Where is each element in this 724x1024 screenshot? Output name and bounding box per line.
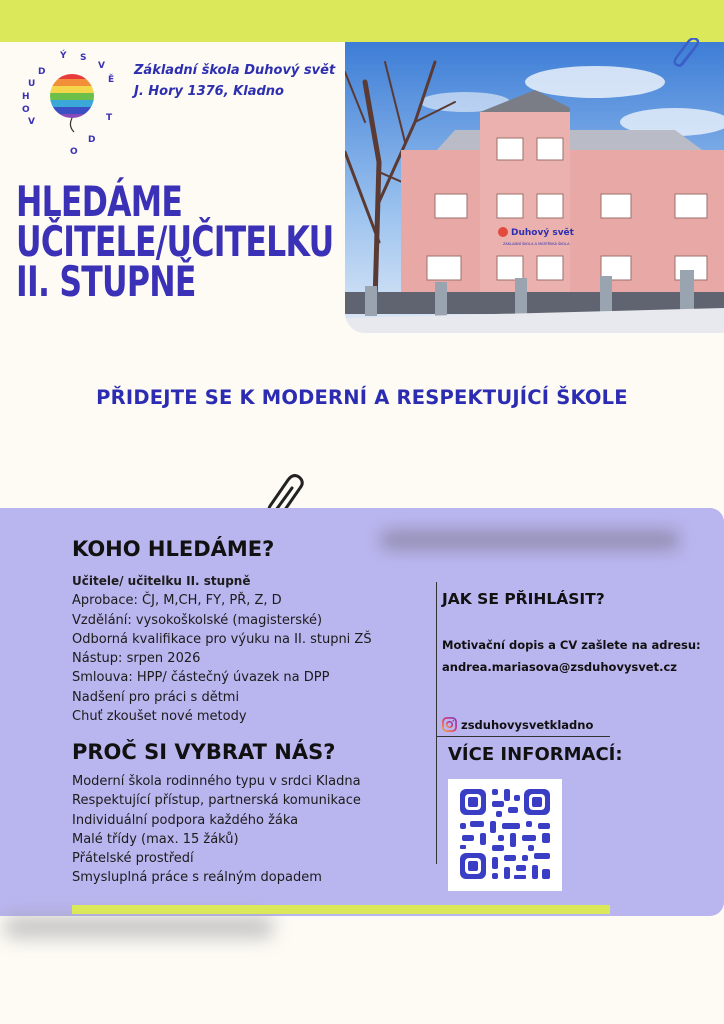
building-sign-sub: ZÁKLADNÍ ŠKOLA A MATEŘSKÁ ŠKOLA xyxy=(503,242,570,246)
instagram-handle: zsduhovysvetkladno xyxy=(461,717,594,732)
school-logo xyxy=(14,46,126,158)
divider xyxy=(436,736,610,737)
svg-text:T: T xyxy=(106,113,113,123)
building-sign: Duhový svět xyxy=(511,228,574,238)
top-accent-bar xyxy=(0,0,724,42)
svg-text:V: V xyxy=(98,61,105,71)
list-item: Individuální podpora každého žáka xyxy=(72,812,299,828)
list-item: Smlouva: HPP/ částečný úvazek na DPP xyxy=(72,670,330,686)
svg-text:Ě: Ě xyxy=(108,75,115,85)
svg-text:O: O xyxy=(70,147,78,157)
list-item: Smysluplná práce s reálným dopadem xyxy=(72,870,322,886)
svg-text:Ý: Ý xyxy=(60,51,67,61)
why-title: PROČ SI VYBRAT NÁS? xyxy=(72,740,336,764)
who-title: KOHO HLEDÁME? xyxy=(72,537,275,561)
list-item: Odborná kvalifikace pro výuku na II. stupni ZŠ xyxy=(72,631,372,647)
list-item: Chuť zkoušet nové metody xyxy=(72,709,247,725)
svg-text:U: U xyxy=(28,79,36,89)
list-item: Respektující přístup, partnerská komunikace xyxy=(72,793,361,809)
decorative-shadow xyxy=(4,916,274,938)
school-name-line: Základní škola Duhový svět xyxy=(134,63,336,78)
school-name xyxy=(134,60,335,102)
email-link[interactable]: andrea.mariasova@zsduhovysvet.cz xyxy=(442,660,677,674)
apply-text: Motivační dopis a CV zašlete na adresu: xyxy=(442,638,701,652)
subheadline: PŘIDEJTE SE K MODERNÍ A RESPEKTUJÍCÍ ŠKOLE xyxy=(96,386,628,409)
decorative-shadow xyxy=(380,530,680,550)
apply-title: JAK SE PŘIHLÁSIT? xyxy=(442,590,605,608)
school-building-photo xyxy=(345,42,724,333)
list-item: Aprobace: ČJ, M,CH, FY, PŘ, Z, D xyxy=(72,593,282,609)
list-item: Malé třídy (max. 15 žáků) xyxy=(72,831,239,847)
list-item: Přátelské prostředí xyxy=(72,851,194,867)
headline-line: II. STUPNĚ xyxy=(16,257,196,306)
school-address-line: J. Hory 1376, Kladno xyxy=(134,84,284,99)
svg-text:S: S xyxy=(80,53,87,63)
list-item: Nástup: srpen 2026 xyxy=(72,651,201,667)
who-list xyxy=(72,572,372,726)
headline-line: HLEDÁME xyxy=(16,177,183,226)
headline-line: UČITELE/UČITELKU xyxy=(16,217,334,266)
svg-text:V: V xyxy=(28,117,35,127)
list-item: Moderní škola rodinného typu v srdci Kladna xyxy=(72,774,361,789)
instagram-link[interactable] xyxy=(442,717,593,732)
svg-text:D: D xyxy=(38,67,46,77)
page-title xyxy=(16,177,334,306)
bottom-accent-bar xyxy=(72,905,610,914)
paperclip-icon xyxy=(672,38,704,72)
list-item: Nadšení pro práci s dětmi xyxy=(72,689,240,705)
svg-text:O: O xyxy=(22,105,30,115)
svg-text:H: H xyxy=(22,92,30,102)
more-info-title: VÍCE INFORMACÍ: xyxy=(448,744,623,765)
instagram-icon xyxy=(442,717,457,732)
qr-code[interactable] xyxy=(448,779,562,891)
why-list xyxy=(72,772,361,888)
svg-text:D: D xyxy=(88,135,96,145)
list-item: Vzdělání: vysokoškolské (magisterské) xyxy=(72,612,323,628)
divider xyxy=(436,582,437,864)
who-lead: Učitele/ učitelku II. stupně xyxy=(72,574,251,588)
